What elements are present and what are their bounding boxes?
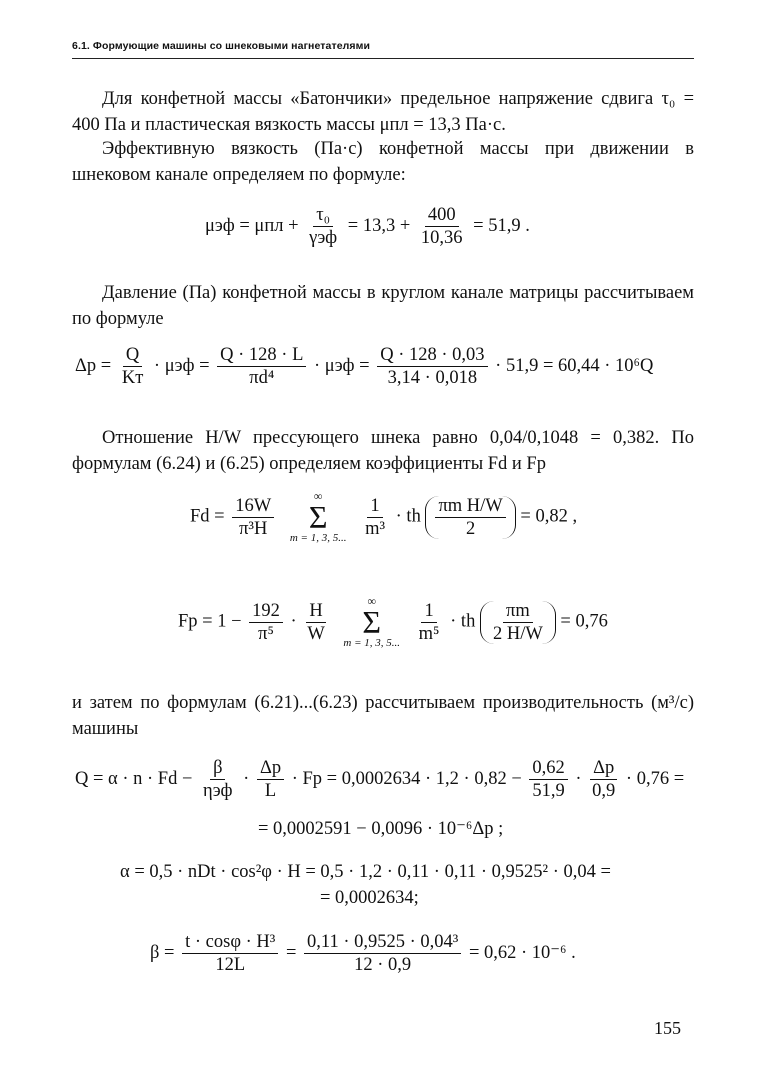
running-header: 6.1. Формующие машины со шнековыми нагнетателями	[72, 40, 371, 52]
eq2-fraction-2	[217, 345, 306, 388]
header-rule	[72, 58, 694, 59]
equation-productivity	[75, 758, 684, 801]
eq1-mid: = 13,3 +	[347, 215, 411, 236]
eq2-lhs: Δp =	[75, 355, 112, 376]
eq2-t2: · μэф =	[314, 355, 370, 376]
eq4-fraction-1	[249, 601, 283, 644]
paragraph-5: и затем по формулам (6.21)...(6.23) рассчитываем производительность (м³/с) машины	[72, 693, 694, 739]
eq3-parenthesis	[425, 496, 515, 539]
eq1-lhs: μэф = μпл +	[205, 215, 299, 236]
eq2-t1: · μэф =	[153, 355, 210, 376]
eq5-t1: ·	[243, 768, 250, 789]
eq1-rhs: = 51,9 .	[473, 215, 530, 236]
eq3-sum-bottom: m = 1, 3, 5...	[289, 532, 347, 544]
eq5-num2: Δp	[257, 758, 284, 780]
eq1-num1: τ₀	[313, 205, 333, 227]
eq7-fraction-1	[182, 932, 278, 975]
equation-alpha: α = 0,5 · nDt · cos²φ · H = 0,5 · 1,2 · 0,11 · 0,11 · 0,9525² · 0,04 =	[120, 862, 611, 882]
eq1-fraction-2	[418, 205, 466, 248]
eq3-sum	[290, 490, 347, 544]
eq2-den2: πd⁴	[249, 368, 275, 388]
eq3-num2: 1	[367, 496, 382, 518]
eq5-t2: · Fp = 0,0002634 · 1,2 · 0,82 −	[291, 768, 522, 789]
eq3-lhs: Fd =	[190, 506, 225, 527]
eq5-den3: 51,9	[532, 781, 565, 801]
eq3-fraction-2	[362, 496, 388, 539]
eq2-den3: 3,14 · 0,018	[387, 368, 478, 388]
eq5-fraction-3	[529, 758, 567, 801]
eq5-den4: 0,9	[592, 781, 616, 801]
eq4-lhs: Fp = 1 −	[178, 611, 242, 632]
eq4-den3: m⁵	[418, 623, 440, 644]
eq4-paren-num: πm	[503, 601, 533, 623]
eq5-den2: L	[264, 781, 277, 801]
eq5-t3: ·	[575, 768, 582, 789]
eq5-fraction-4	[589, 758, 618, 801]
eq4-rhs: = 0,76	[560, 611, 608, 632]
eq4-sum-symbol: Σ	[362, 604, 382, 640]
equation-effective-viscosity	[205, 205, 530, 248]
eq3-paren-num: πm H/W	[435, 496, 505, 518]
eq4-sum	[343, 595, 400, 649]
equation-alpha-result: = 0,0002634;	[320, 888, 419, 908]
eq3-paren-fraction	[435, 496, 505, 539]
eq3-fraction-1	[232, 496, 274, 539]
paragraph-2: Эффективную вязкость (Па·с) конфетной массы при движении в шнековом канале определяем по формуле:	[72, 139, 694, 185]
eq4-paren-fraction	[490, 601, 546, 644]
eq3-th: · th	[395, 506, 421, 527]
eq5-lhs: Q = α · n · Fd −	[75, 768, 193, 789]
eq5-den1: ηэф	[203, 781, 233, 801]
eq3-sum-symbol: Σ	[308, 499, 328, 535]
eq4-num1: 192	[249, 601, 283, 623]
eq7-rhs: = 0,62 · 10⁻⁶ .	[468, 942, 576, 963]
eq2-fraction-1	[119, 345, 146, 388]
eq2-num1: Q	[123, 345, 142, 367]
eq4-num3: 1	[421, 601, 436, 623]
eq5-num3: 0,62	[529, 758, 567, 780]
eq4-parenthesis	[480, 601, 556, 644]
paragraph-1: Для конфетной массы «Батончики» предельное напряжение сдвига τ₀ = 400 Па и пластическая вязкость массы μпл = 13,3 Па·с.	[72, 89, 694, 135]
page-number: 155	[654, 1018, 681, 1038]
paragraph-4: Отношение H/W прессующего шнека равно 0,04/0,1048 = 0,382. По формулам (6.24) и (6.25) определяем коэффициенты Fd и Fp	[72, 428, 694, 474]
paragraph-3: Давление (Па) конфетной массы в круглом канале матрицы рассчитываем по формуле	[72, 283, 694, 329]
eq4-num2: H	[306, 601, 325, 623]
eq4-paren-den: 2 H/W	[492, 623, 543, 644]
eq4-sum-top: ∞	[367, 594, 377, 608]
eq3-den2: m³	[365, 518, 386, 539]
eq1-den2: 10,36	[420, 228, 463, 248]
eq3-paren-den: 2	[465, 518, 476, 539]
eq3-rhs: = 0,82 ,	[520, 506, 578, 527]
eq1-fraction-1	[306, 205, 340, 248]
eq2-num2: Q · 128 · L	[217, 345, 306, 367]
eq4-den1: π⁵	[258, 623, 274, 644]
eq5-fraction-1	[200, 758, 236, 801]
eq3-num1: 16W	[232, 496, 274, 518]
eq4-fraction-3	[416, 601, 443, 644]
eq4-th: · th	[450, 611, 476, 632]
equation-Fp: Fp = 1 − $\frac{192}{\text{π⁵}}$ · $\frac{H}{W}$ ∞ Σ m = 1, 3, 5... $\frac{1}{\text{m⁵}}$ · th $\frac{\pi m}{2 H/W}$ = 0,76	[178, 594, 608, 649]
eq5-num1: β	[210, 758, 225, 780]
eq3-den1: π³H	[239, 518, 268, 539]
eq2-num3: Q · 128 · 0,03	[377, 345, 487, 367]
eq5-fraction-2	[257, 758, 284, 801]
eq4-fraction-2	[304, 601, 327, 644]
equation-Fd	[190, 490, 577, 544]
eq4-sum-bottom: m = 1, 3, 5...	[343, 637, 401, 649]
eq2-fraction-3	[377, 345, 487, 388]
eq7-den1: 12L	[215, 955, 246, 975]
eq3-sum-top: ∞	[313, 489, 323, 503]
eq7-fraction-2	[304, 932, 461, 975]
eq1-num2: 400	[425, 205, 459, 227]
eq2-rhs: · 51,9 = 60,44 · 10⁶Q	[495, 355, 654, 376]
eq7-num1: t · cosφ · H³	[182, 932, 278, 954]
eq7-lhs: β =	[150, 942, 175, 963]
equation-productivity-result: = 0,0002591 − 0,0096 · 10⁻⁶Δp ;	[258, 819, 504, 839]
eq5-rhs: · 0,76 =	[625, 768, 685, 789]
equation-pressure	[75, 345, 653, 388]
eq4-den2: W	[307, 623, 325, 644]
eq1-den1: γэф	[309, 228, 338, 248]
eq5-num4: Δp	[590, 758, 617, 780]
eq2-den1: Kт	[121, 368, 144, 388]
eq7-mid: =	[285, 942, 297, 963]
eq7-den2: 12 · 0,9	[354, 955, 412, 975]
equation-beta	[150, 932, 576, 975]
eq7-num2: 0,11 · 0,9525 · 0,04³	[304, 932, 461, 954]
